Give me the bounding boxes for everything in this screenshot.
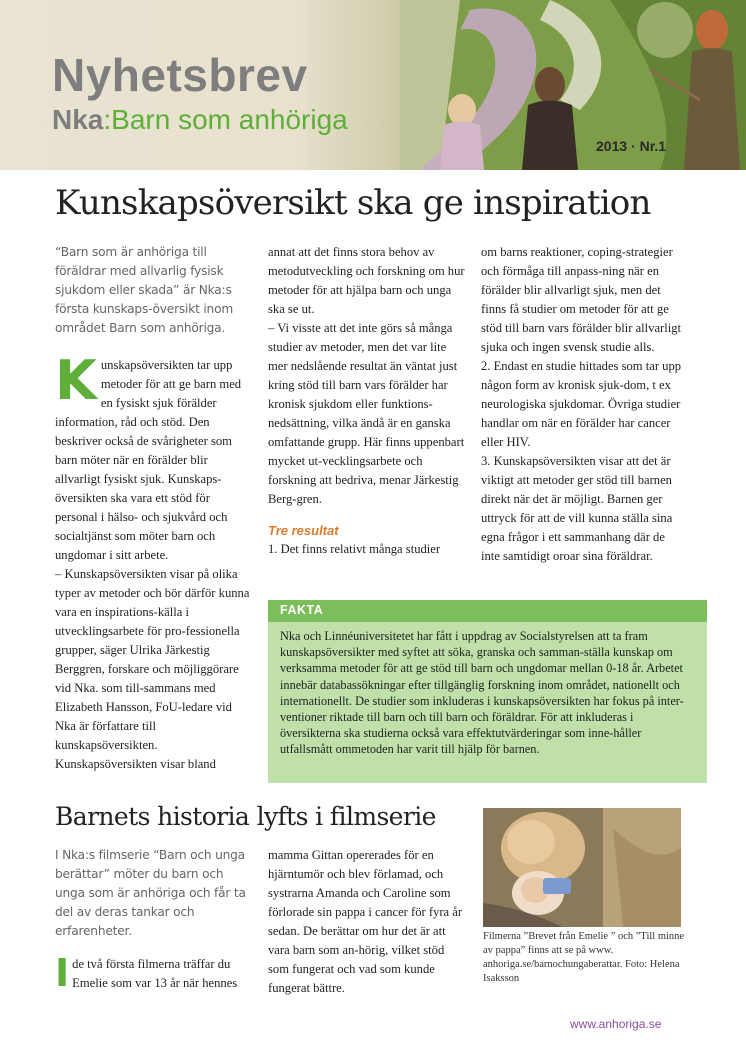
article1-col2-text: annat att det finns stora behov av metodutveckling och forskning om hur metoder för att hjälpa barn och unga ska se ut.	[268, 245, 465, 316]
article1-column-1	[55, 243, 255, 774]
article2-intro: I Nka:s filmserie “Barn och unga berättar” möter du barn och unga som är anhöriga och får ta del av deras tankar och erfarenheter.	[55, 848, 246, 938]
subtitle-text: Barn som anhöriga	[111, 104, 348, 135]
result-item-3: 3. Kunskapsöversikten visar att det är viktigt att metoder ger stöd till barnen direkt när det är möjligt. Barnen ger uttryck för att de vill kunna ställa sina egna frågor i ett sammanhang där de inte samtidigt oroar sina föräldrar.	[481, 454, 673, 563]
article2-col2-text: mamma Gittan opererades för en hjärntumör och blev förlamad, och systrarna Amanda och Caroline som förlorade sin pappa i cancer för fyra år sedan. De berättar om hur det är att vara barn som an-hörig, vilket stöd som fungerat och vad som kunde fungerat bättre.	[268, 848, 463, 995]
article1-col1-end: Kunskapsöversikten visar bland	[55, 757, 216, 771]
newsletter-subtitle	[52, 104, 348, 136]
footer-url[interactable]: www.anhoriga.se	[570, 1017, 662, 1031]
article2-dropcap: I	[55, 951, 70, 995]
article2-column-2	[268, 846, 466, 998]
masthead	[0, 0, 746, 170]
article2-body-start	[55, 951, 255, 995]
article1-headline: Kunskapsöversikt ska ge inspiration	[55, 183, 651, 223]
newsletter-title: Nyhetsbrev	[52, 49, 308, 101]
article1-column-3	[481, 243, 686, 566]
issue-number: 2013 · Nr.1	[596, 138, 667, 154]
article1-col1-quote: – Kunskapsöversikten visar på olika typer av metoder och bör därför kunna vara en inspirations-källa i utvecklingsarbete för pro-fessionella grupper, säger Ulrika Järkestig Berggren, forskare och möjliggörare vid Nka. som till-sammans med Elizabeth Hansson, FoU-ledare vid Nka är författare till kunskapsöversikten.	[55, 567, 250, 752]
article1-col3-text: om barns reaktioner, coping-strategier och förmåga till anpass-ning när en förälder blir allvarligt sjuk, men det finns få studier om metoder för att ge stöd till barn vars förälder blir allvarligt sjuka och ingen svensk studie alls.	[481, 245, 682, 354]
article1-col1-text: unskapsöversikten tar upp metoder för att ge barn med en fysiskt sjuk förälder information, råd och stöd. Den beskriver också de svårigheter som barn möter när en förälder blir allvarligt fysiskt sjuk. Kunskaps-översikten ska vara ett stöd för personal i hälso- och sjukvård och socialtjänst som möter barn och ungdomar i sitt arbete.	[55, 358, 242, 562]
article1-body-start	[55, 349, 255, 565]
brand-name: Nka	[52, 104, 104, 135]
header-photo-graffiti-children	[400, 0, 746, 170]
article1-intro: “Barn som är anhöriga till föräldrar med allvarlig fysisk sjukdom eller skada” är Nka:s första kunskaps-översikt inom området Barn som anhöriga.	[55, 245, 233, 335]
brand-separator: :	[103, 104, 112, 135]
article1-col2-quote: – Vi visste att det inte görs så många studier av metoder, men det var lite mer nedslående resultat än väntat just kring stöd till barn vars förälder har kronisk sjukdom eller funktions-nedsättning, vilka ändå är en ganska omfattande grupp. Här finns uppenbart mycket ut-vecklingsarbete och forskning att bedriva, menar Järkestig Berg-gren.	[268, 321, 465, 506]
article1-column-2	[268, 243, 466, 559]
result-item-2: 2. Endast en studie hittades som tar upp någon form av kronisk sjuk-dom, t ex neurologiska sjukdomar. Övriga studier handlar om när en förälder har cancer eller HIV.	[481, 359, 682, 449]
article2-headline: Barnets historia lyfts i filmserie	[55, 802, 436, 831]
article2-col1-text: de två första filmerna träffar du Emelie som var 13 år när hennes	[72, 957, 238, 990]
article2-column-1	[55, 846, 255, 993]
result-item-1: 1. Det finns relativt många studier	[268, 542, 441, 556]
photo-caption: Filmerna ”Brevet från Emelie ” och ”Till minne av pappa” finns att se på www. anhoriga.se/barnochungaberattar. Foto: Helena Isaksson	[483, 931, 685, 984]
fakta-label: FAKTA	[268, 600, 707, 622]
fakta-body: Nka och Linnéuniversitetet har fått i uppdrag av Socialstyrelsen att ta fram kunskapsöversikter med syftet att söka, granska och samman-ställa kunskap om verksamma metoder för att ge stöd till barn och ungdomar mellan 0-18 år. Arbetet innebär databassökningar efter tillgänglig forskning inom området, nationellt och internationellt. De studier som inkluderas i kunskapsöversikten har fokus på inter-ventioner riktade till barn och till barn och föräldrar. För att inkluderas i översikterna ska studierna också vara effektutvärderingar som inne-håller utfallsmått ommetoden har varit till hjälp för barnen.	[280, 629, 684, 757]
fakta-box	[268, 600, 707, 783]
article1-dropcap: K	[55, 349, 97, 412]
film-photo	[483, 808, 681, 927]
results-subhead: Tre resultat	[268, 523, 339, 538]
